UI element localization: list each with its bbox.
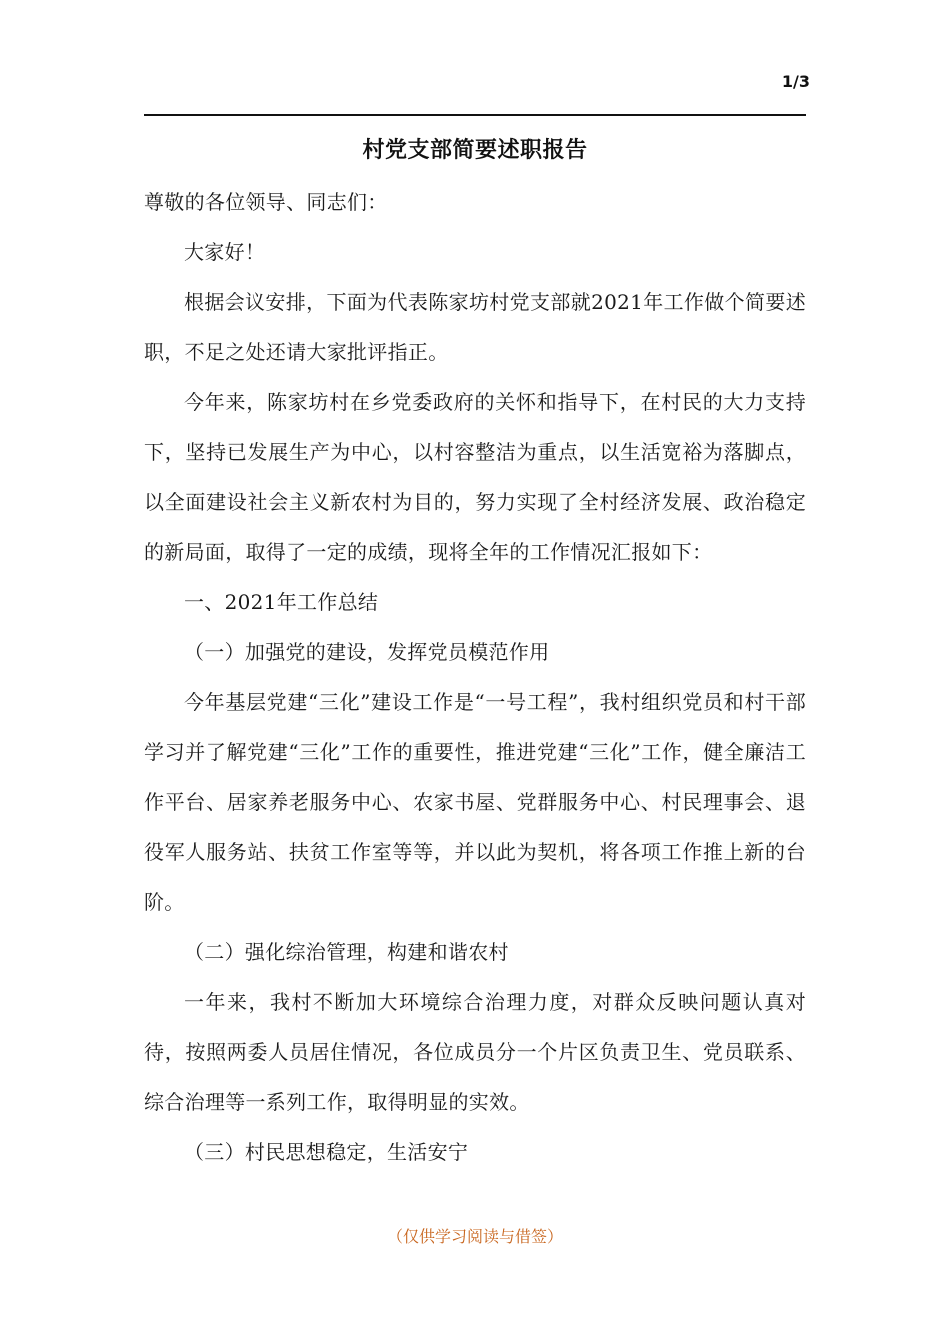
footer-note: （仅供学习阅读与借签） [386,1227,563,1246]
subsection-heading-1: （一）加强党的建设，发挥党员模范作用 [184,640,550,664]
governance-paragraph: 一年来，我村不断加大环境综合治理力度，对群众反映问题认真对待，按照两委人员居住情况，各位成员分一个片区负责卫生、党员联系、综合治理等一系列工作，取得明显的实效。 [144,990,806,1114]
subsection-heading-3: （三）村民思想稳定，生活安宁 [184,1140,469,1164]
section-heading-1: 一、2021年工作总结 [184,590,379,614]
overview-paragraph: 今年来，陈家坊村在乡党委政府的关怀和指导下，在村民的大力支持下，坚持已发展生产为中心，以村容整洁为重点，以生活宽裕为落脚点，以全面建设社会主义新农村为目的，努力实现了全村经济发展、政治稳定的新局面，取得了一定的成绩，现将全年的工作情况汇报如下： [144,390,806,564]
greeting: 大家好！ [184,240,266,264]
page-number: 1/3 [781,72,810,91]
intro-paragraph: 根据会议安排，下面为代表陈家坊村党支部就2021年工作做个简要述职，不足之处还请大家批评指正。 [144,290,806,364]
subsection-heading-2: （二）强化综治管理，构建和谐农村 [184,940,509,964]
document-body [144,177,806,1177]
header-rule [144,114,806,116]
salutation: 尊敬的各位领导、同志们： [144,190,388,214]
party-building-paragraph: 今年基层党建“三化”建设工作是“一号工程”，我村组织党员和村干部学习并了解党建“三化”工作的重要性，推进党建“三化”工作，健全廉洁工作平台、居家养老服务中心、农家书屋、党群服务中心、村民理事会、退役军人服务站、扶贫工作室等等，并以此为契机，将各项工作推上新的台阶。 [144,690,806,914]
document-title: 村党支部简要述职报告 [362,138,588,163]
